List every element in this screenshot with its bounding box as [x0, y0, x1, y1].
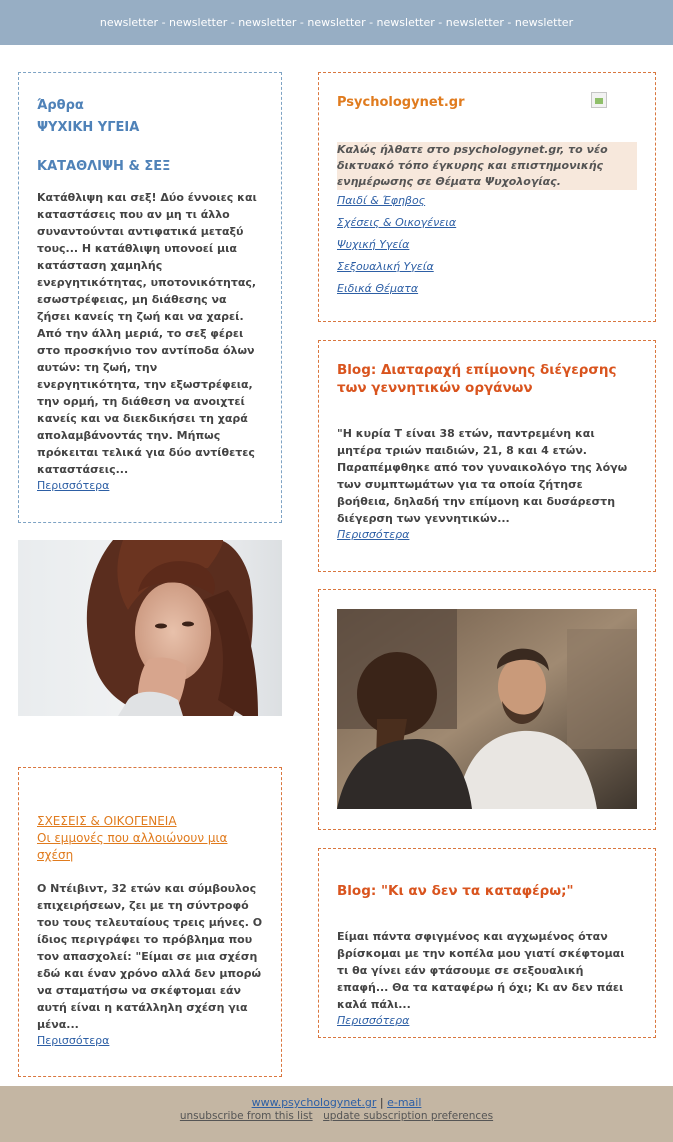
blog1-excerpt: "Η κυρία Τ είναι 38 ετών, παντρεμένη και μητέρα τριών παιδιών, 21, 8 και 4 ετών. Παραπέμφθηκε από τον γυναικολόγο της λόγω των συμπτωμάτων για τα οποία ζήτησε βοήθεια, δηλαδή την επίμονη και δυσάρεστη διέγερση των γεννητικών...: [337, 427, 628, 525]
blog-card-arousal: [318, 340, 656, 572]
email-link[interactable]: e-mail: [387, 1096, 422, 1109]
site-link[interactable]: www.psychologynet.gr: [251, 1096, 377, 1109]
couple-photo-card: [318, 589, 656, 830]
unsubscribe-link[interactable]: unsubscribe from this list: [179, 1110, 313, 1122]
relationship-excerpt: Ο Ντέιβιντ, 32 ετών και σύμβουλος επιχειρήσεων, ζει με τη σύντροφό του τους τελευταίους τρεις μήνες. Ο ίδιος περιγράφει το πρόβλημα που τον απασχολεί: "Είμαι σε μια σχέση εδώ και έναν χρόνο αλλά δεν μπορώ να σταματήσω να σκέφτομαι εάν αυτή είναι η κατάλληλη σχέση για μένα...: [37, 882, 263, 1031]
newsletter-header: [0, 0, 673, 45]
footer-separator: |: [379, 1096, 384, 1109]
section-label: Άρθρα: [37, 98, 84, 113]
update-preferences-link[interactable]: update subscription preferences: [323, 1110, 494, 1122]
blog1-more-link[interactable]: Περισσότερα: [337, 528, 410, 541]
blog2-title[interactable]: Blog: "Κι αν δεν τα καταφέρω;": [337, 883, 574, 899]
article-card-relationship: [18, 767, 282, 1077]
blog2-excerpt: Είμαι πάντα σφιγμένος και αγχωμένος όταν βρίσκομαι με την κοπέλα μου γιατί σκέφτομαι τι θα γίνει εάν φτάσουμε σε σεξουαλική επαφή... Θα τα καταφέρω ή όχι; Κι αν δεν πάει καλά πάλι...: [337, 930, 625, 1011]
category-link-relationships-family[interactable]: Σχέσεις & Οικογένεια: [337, 216, 457, 229]
blog-card-anxiety: [318, 848, 656, 1038]
category-link-mental-health[interactable]: Ψυχική Υγεία: [337, 238, 410, 251]
woman-thinking-photo[interactable]: [18, 540, 282, 716]
broken-image-icon: [591, 92, 607, 108]
relationship-title-link[interactable]: Οι εμμονές που αλλοιώνουν μια σχέση: [37, 831, 228, 862]
couple-talking-photo[interactable]: [337, 609, 637, 809]
section-name: ΨΥΧΙΚΗ ΥΓΕΙΑ: [37, 120, 140, 135]
relationship-category-link[interactable]: ΣΧΕΣΕΙΣ & ΟΙΚΟΓΕΝΕΙΑ: [37, 814, 177, 828]
welcome-text: Καλώς ήλθατε στο psychologynet.gr, το νέο δικτυακό τόπο έγκυρης και επιστημονικής ενημέρωσης σε Θέματα Ψυχολογίας.: [337, 142, 637, 190]
category-link-child-teen[interactable]: Παιδί & Έφηβος: [337, 194, 426, 207]
relationship-more-link[interactable]: Περισσότερα: [37, 1034, 110, 1047]
category-link-special-topics[interactable]: Ειδικά Θέματα: [337, 282, 419, 295]
blog1-title[interactable]: Blog: Διαταραχή επίμονης διέγερσης των γεννητικών οργάνων: [337, 362, 617, 396]
intro-card: [318, 72, 656, 322]
article-title[interactable]: ΚΑΤΑΘΛΙΨΗ & ΣΕΞ: [37, 159, 171, 174]
blog2-more-link[interactable]: Περισσότερα: [337, 1014, 410, 1027]
category-link-sexual-health[interactable]: Σεξουαλική Υγεία: [337, 260, 434, 273]
article-card-depression: [18, 72, 282, 523]
brand-name: Psychologynet.gr: [337, 95, 465, 110]
article-excerpt: Κατάθλιψη και σεξ! Δύο έννοιες και καταστάσεις που αν μη τι άλλο συναντούνται αντιφατικά μεταξύ τους... Η κατάθλιψη υπονοεί μια κατάσταση χαμηλής ενεργητικότητας, υποτονικότητας, εσωστρέφειας, μη διάθεσης να ζήσει κανείς τη ζωή και να χαρεί. Από την άλλη μεριά, το σεξ φέρει στο προσκήνιο τον αντίποδα όλων αυτών: τη ζωή, την ενεργητικότητα, την εξωστρέφεια, την ορμή, τη διάθεση να ανοιχτεί κανείς και να διεκδικήσει τη χαρά απολαμβάνοντάς την. Μήπως πρόκειται τελικά για δύο αντίθετες καταστάσεις...: [37, 191, 257, 476]
article-more-link[interactable]: Περισσότερα: [37, 479, 110, 492]
header-nav-text: newsletter - newsletter - newsletter - newsletter - newsletter - newsletter - newsletter: [99, 16, 574, 29]
newsletter-footer: [0, 1086, 673, 1142]
